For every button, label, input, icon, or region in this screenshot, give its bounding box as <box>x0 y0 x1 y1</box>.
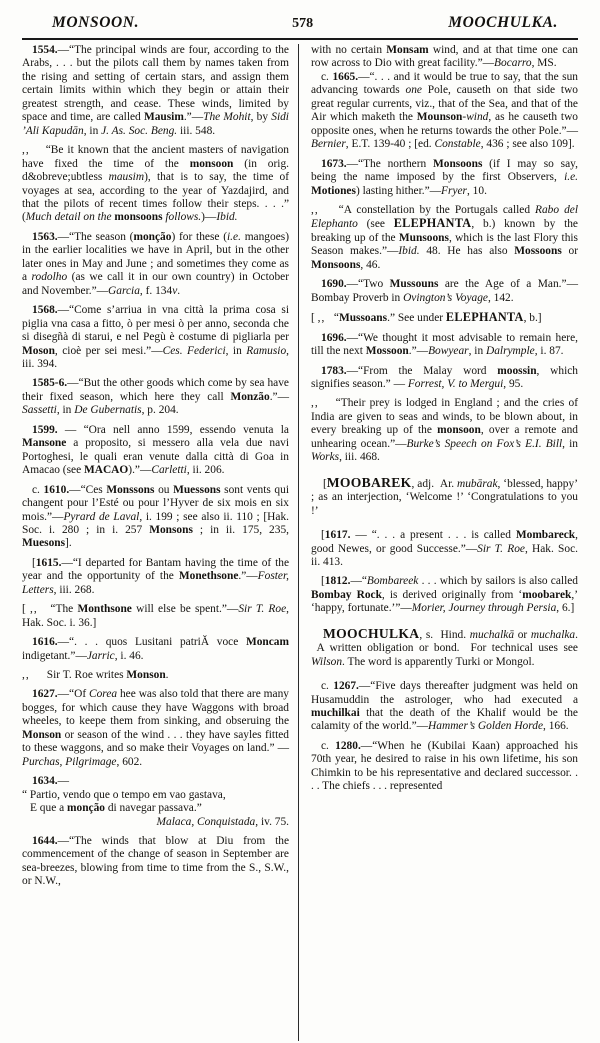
quote-1599: 1599. — “Ora nell anno 1599, essendo venuta la Mansone a proposito, si messero alla vela due navi Portoghesi, le quali eran venute dalla città di Goa in Amacao (see MACAO).”—Carletti, ii. 206. <box>22 423 289 477</box>
quote-ditto-mussoans: [ ,, “Mussoans.” See under ELEPHANTA, b.] <box>311 310 542 325</box>
quote-c1280: c. 1280.—“When he (Kubilai Kaan) approached his 70th year, he desired to raise in his own lifetime, his son Chimkin to be his representative and declared successor. . . . The chiefs . . . represented <box>311 739 578 793</box>
quote-1617: [1617. — “. . . a present . . . is called Mombareck, good Newes, or good Successe.”—Sir T. Roe, Hak. Soc. ii. 413. <box>311 529 578 568</box>
quote-1783: 1783.—“From the Malay word moossin, which signifies season.” — Forrest, V. to Mergui, 95. <box>311 364 578 390</box>
entry-moobarek: [MOOBAREK, adj. Ar. mubārak, ‘blessed, happy’ ; as an interjection, ‘Welcome !’ ‘Congratulations to you !’ <box>311 474 578 517</box>
quote-ditto-roe: ,, Sir T. Roe writes Monson. <box>22 669 169 682</box>
quote-1615: [1615.—“I departed for Bantam having the time of the year and the opportunity of the Monethsone.”—Foster, Letters, iii. 268. <box>22 556 289 596</box>
paragraph-spacer <box>311 669 578 680</box>
quote-1644-continued: with no certain Monsam wind, and at that time one can row across to Dio with great facility.”—Bocarro, MS. <box>311 44 579 70</box>
running-head-right: MOOCHULKA. <box>448 14 558 31</box>
quote-1585-6: 1585-6.—“But the other goods which come by sea have their fixed season, which here they call Monzão.”—Sassetti, in De Gubernatis, p. 204. <box>22 377 289 417</box>
quote-1812: [1812.—“Bombareek . . . which by sailors is also called Bombay Rock, is derived originally from ‘moobarek,’ ‘happy, fortunate.’”—Morier, Journey through Persia, 6.] <box>311 575 579 615</box>
quote-1690: 1690.—“Two Mussouns are the Age of a Man.”—Bombay Proverb in Ovington’s Voyage, 142. <box>311 278 578 304</box>
quote-1634-head: 1634.— <box>32 775 70 788</box>
quote-c1267: c. 1267.—“Five days thereafter judgment was held on Husamuddin the astrologer, who had executed a muchilkai that the death of the Khalif would be the calamity of the world.”—Hammer’s Golden Horde, 166. <box>311 680 578 733</box>
quote-ditto-elephanta: ,, “A constellation by the Portugals called Rabo del Elephanto (see ELEPHANTA, b.) known by the breaking up of the Munsoons, which is the last Flory this Season makes.”—Ibid. 48. He has also Mossoons or Monsoons, 46. <box>311 203 578 271</box>
quote-1644: 1644.—“The winds that blow at Diu from the commencement of the change of season in September are sea-breezes, blowing from time to time from the S., S.W., or N.W., <box>22 835 289 888</box>
quote-1563: 1563.—“The season (monção) for these (i.e. mangoes) in the earlier localities we have in April, but in the other later ones in May and June ; and sometimes they come as a rodolho (as we call it in our own country) in October and November.”—Garcia, f. 134v. <box>22 230 289 297</box>
right-column <box>298 44 578 1041</box>
quote-c1665: c. 1665.—“. . . and it would be true to say, that the sun advancing towards one Pole, causeth on that side two great regular currents, viz., that of the Sea, and that of the Air which maketh the Mounson-wind, as he causeth two opposite ones, when he returns towards the other Pole.”—Bernier, E.T. 139-40 ; [ed. Constable, 436 ; see also 109]. <box>311 70 578 151</box>
left-column <box>22 44 298 1041</box>
verse-line-2: E que a monção di navegar passava.” <box>30 802 202 815</box>
running-head <box>22 14 578 36</box>
quote-c1610: c. 1610.—“Ces Monssons ou Muessons sont vents qui changent pour l’Esté ou pour l’Hyver de six mois en six mois.”—Pyrard de Laval, i. 199 ; see also ii. 110 ; [Hak. Soc. i. 280 ; in i. 257 Monsons ; in ii. 175, 235, Muesons]. <box>22 483 289 550</box>
quote-1616: 1616.—“. . . quos Lusitani patriĂ voce Moncam indigetant.”—Jarric, i. 46. <box>22 636 289 662</box>
quote-1627: 1627.—“Of Corea hee was also told that there are many bogges, for which cause they have Waggons with broad wheeles, to keepe them from sinking, and obseruing the Monson or season of the wind . . . they have sayles fitted to these waggons, and so make their Voyages on land.” — Purchas, Pilgrimage, 602. <box>22 688 289 768</box>
quote-1696: 1696.—“We thought it most advisable to remain here, till the next Mossoon.”—Bowyear, in Dalrymple, i. 87. <box>311 331 578 358</box>
quote-ditto-ibid: ,, “Be it known that the ancient masters of navigation have fixed the time of the monsoon (in orig. d&obreve;ubtless mausim), that is to say, the time of voyages at sea, according to the year of Yazdajird, and that the pilots of recent times follow their steps. . . .” (Much detail on the monsoons follows.)—Ibid. <box>22 144 290 224</box>
verse-citation: Malaca, Conquistada, iv. 75. <box>156 815 289 828</box>
quote-ditto-burke: ,, “Their prey is lodged in England ; and the cries of India are given to seas and winds, to be blown about, in every breaking up of the monsoon, over a remote and unhearing ocean.”—Burke’s Speech on Fox’s E.I. Bill, in Works, iii. 468. <box>311 397 578 464</box>
page-number: 578 <box>292 16 314 31</box>
entry-moochulka: MOOCHULKA, s. Hind. muchalkā or muchalka. A written obligation or bond. For technical uses see Wilson. The word is apparently Turki or Mongol. <box>311 625 578 668</box>
quote-1673: 1673.—“The northern Monsoons (if I may so say, being the name imposed by the first Observers, i.e. Motiones) lasting hither.”—Fryer, 10. <box>311 157 578 197</box>
header-rule <box>22 38 578 40</box>
text-body <box>22 44 578 1041</box>
running-head-left: MONSOON. <box>52 14 140 31</box>
verse-line-1: “ Partio, vendo que o tempo em vao gastava, <box>22 788 226 801</box>
paragraph-spacer <box>311 518 578 529</box>
quote-1554: 1554.—“The principal winds are four, according to the Arabs, . . . but the pilots call them by names taken from the rising and setting of certain stars, and assign them certain limits within which they begin or attain their greatest strength, and cease. These winds, limited by space and time, are called Mausim.”—The Mohit, by Sidi ’Ali Kapudān, in J. As. Soc. Beng. iii. 548. <box>22 44 289 137</box>
quote-ditto-monthsone: [ ,, “The Monthsone will else be spent.”—Sir T. Roe, Hak. Soc. i. 36.] <box>22 603 289 629</box>
quote-1568: 1568.—“Come s’arriua in vna città la prima cosa si piglia vna casa a fitto, ò per mesi ò per anno, seconda che si disegñà di starui, e nel Pegù è costume di pigliarla per Moson, cioè per sei mesi.”—Ces. Federici, in Ramusio, iii. 394. <box>22 304 289 370</box>
